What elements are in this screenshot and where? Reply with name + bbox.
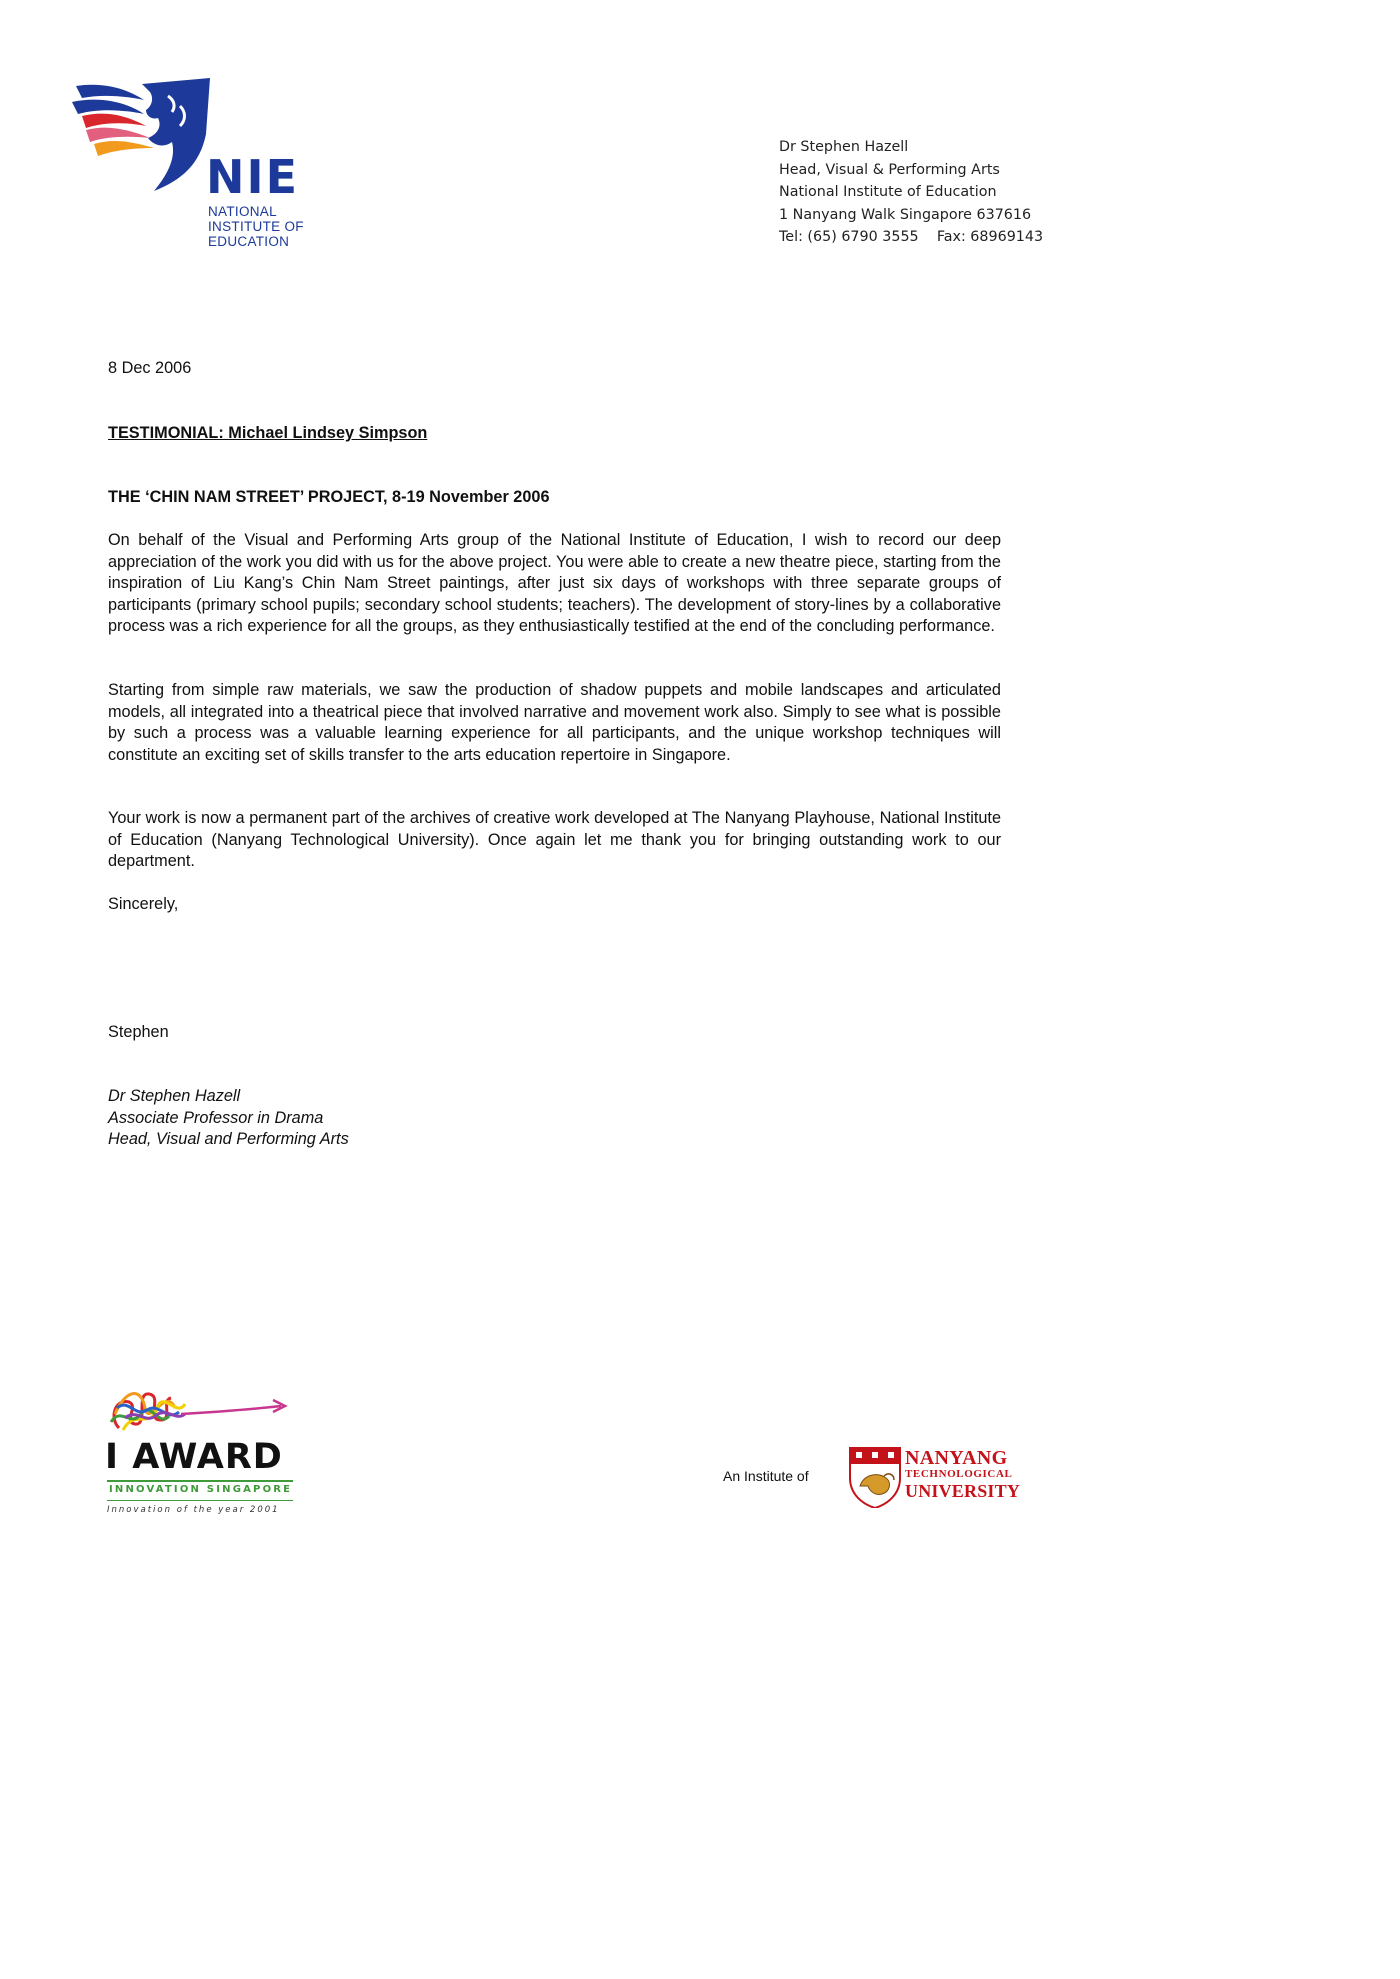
ntu-crest-icon [848, 1446, 902, 1508]
project-heading: THE ‘CHIN NAM STREET’ PROJECT, 8-19 November 2006 [108, 488, 550, 506]
letter-closing: Sincerely, [108, 895, 179, 913]
iaward-title: I AWARD [105, 1437, 283, 1477]
sender-institution: National Institute of Education [779, 184, 997, 200]
sender-contact: Tel: (65) 6790 3555 Fax: 68969143 [779, 229, 1044, 245]
letter-subject: TESTIMONIAL: Michael Lindsey Simpson [108, 424, 428, 442]
ntu-name-line-2: TECHNOLOGICAL [905, 1468, 1013, 1480]
nie-wordmark: NIE [206, 150, 300, 204]
iaward-tagline: Innovation of the year 2001 [107, 1505, 280, 1515]
nie-subtitle-line-1: NATIONAL [208, 204, 277, 219]
signature: Stephen [108, 1023, 169, 1041]
sender-name: Dr Stephen Hazell [779, 139, 909, 155]
sender-address: 1 Nanyang Walk Singapore 637616 [779, 206, 1032, 223]
iaward-scribble-icon [105, 1378, 300, 1440]
nie-subtitle-line-2: INSTITUTE OF [208, 219, 304, 234]
signatory-department: Head, Visual and Performing Arts [108, 1130, 349, 1148]
iaward-logo [105, 1378, 300, 1520]
sender-address-block [779, 136, 1043, 249]
institute-of-label: An Institute of [723, 1468, 809, 1484]
ntu-name-line-3: UNIVERSITY [905, 1481, 1021, 1501]
iaward-subtitle: INNOVATION SINGAPORE [109, 1484, 293, 1495]
body-paragraph: On behalf of the Visual and Performing Arts group of the National Institute of Education, I wish to record our deep appreciation of the work you did with us for the above project. You were able to create a new theatre piece, starting from the inspiration of Liu Kang’s Chin Nam Street paintings, after just six days of workshops with three separate groups of participants (primary school pupils; secondary school students; teachers). The development of story-lines by a collaborative process was a rich experience for all the groups, as they enthusiastically testified at the end of the concluding performance. [108, 531, 1001, 635]
nie-logo [72, 76, 332, 251]
nie-subtitle-line-3: EDUCATION [208, 234, 290, 249]
ntu-logo [848, 1444, 1023, 1510]
sender-title: Head, Visual & Performing Arts [779, 161, 1000, 178]
iaward-divider [107, 1480, 293, 1482]
body-paragraph: Starting from simple raw materials, we saw the production of shadow puppets and mobile landscapes and articulated models, all integrated into a theatrical piece that involved narrative and movement work also. Simply to see what is possible by such a process was a valuable learning experience for all participants, and the unique workshop techniques will constitute an exciting set of skills transfer to the arts education repertoire in Singapore. [108, 681, 1001, 764]
signature-block [108, 1086, 349, 1151]
ntu-name-line-1: NANYANG [905, 1447, 1008, 1469]
iaward-divider-lower [107, 1500, 293, 1501]
body-paragraph: Your work is now a permanent part of the archives of creative work developed at The Nanyang Playhouse, National Institute of Education (Nanyang Technological University). Once again let me thank you for bringing outstanding work to our department. [108, 809, 1001, 870]
letter-date: 8 Dec 2006 [108, 359, 192, 377]
signatory-position: Associate Professor in Drama [108, 1108, 324, 1127]
nie-lion-emblem-icon [72, 76, 212, 191]
signatory-name: Dr Stephen Hazell [108, 1087, 241, 1105]
